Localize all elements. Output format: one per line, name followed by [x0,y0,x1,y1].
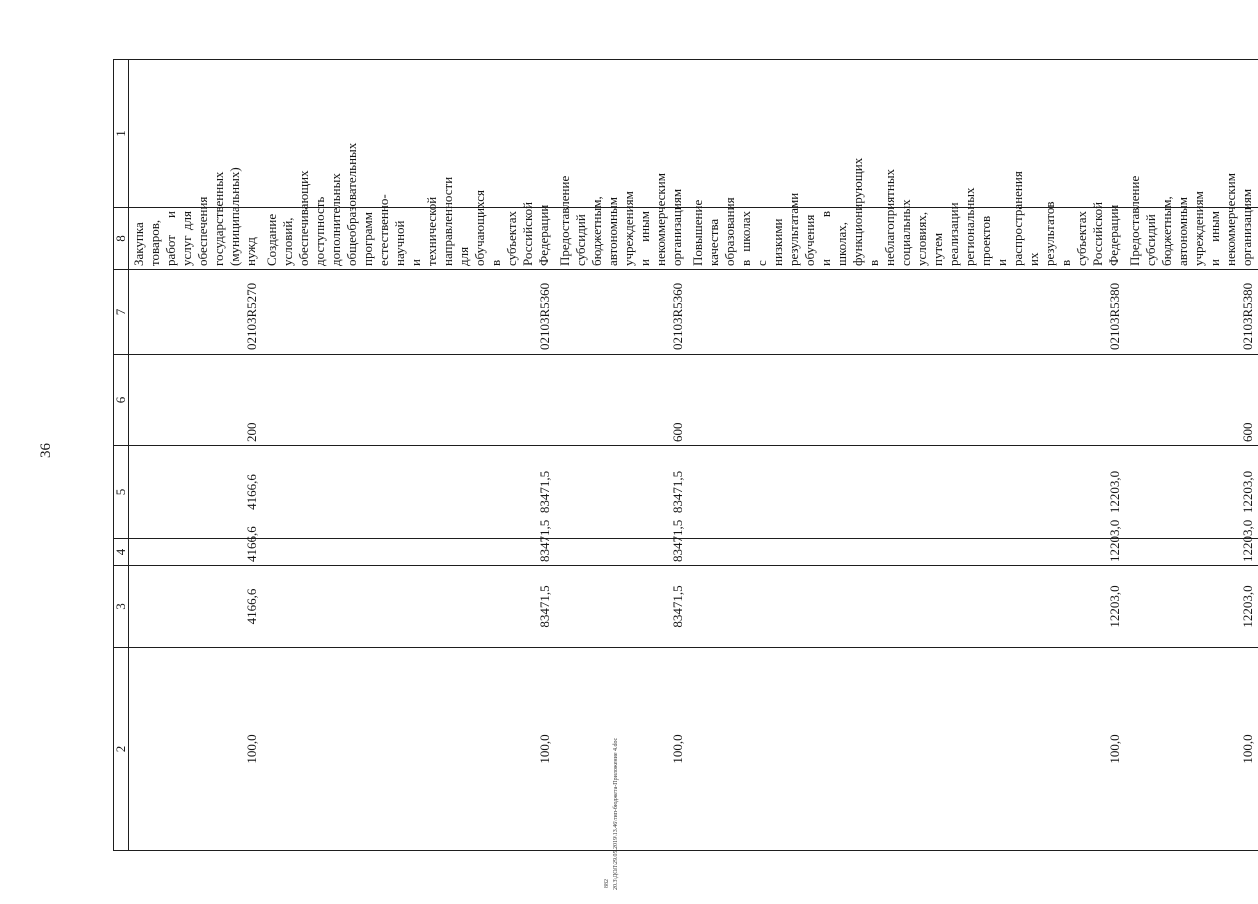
cell-c8: 100,0 [555,648,688,851]
cell-description: Предоставление субсидий бюджетным, автономным учреждениям и иным некоммерческим организациям [555,208,688,270]
cell-c5: 12203,0 [688,446,1125,539]
cell-code: 02103R5360 [262,270,555,355]
cell-code: 02103R5380 [688,270,1125,355]
header-col-6: 6 [114,355,129,446]
cell-c6: 83471,5 [555,539,688,566]
cell-c8: 100,0 [688,648,1125,851]
cell-col-1 [688,60,1125,208]
cropped-edge-mark: 882 [604,879,610,888]
table-row [129,60,263,851]
cell-type: 200 [129,355,263,446]
cell-type [688,355,1125,446]
cell-description: Закупка товаров, работ и услуг для обеспечения государственных (муниципальных) нужд [129,208,263,270]
header-col-8: 8 [114,208,129,270]
table-row [688,60,1125,851]
header-col-2: 2 [114,648,129,851]
cell-c7: 83471,5 [262,566,555,648]
cell-code: 02103R5380 [1125,270,1258,355]
cell-c6: 12203,0 [688,539,1125,566]
header-col-3: 3 [114,566,129,648]
header-col-7: 7 [114,270,129,355]
cell-type [262,355,555,446]
cell-col-1 [555,60,688,208]
table-row [262,60,555,851]
header-col-4: 4 [114,539,129,566]
document-path-footer: 20.3\ДОЛ\29.05.2019\13.46\тип-бюджета-Приложение 4.doc [613,737,619,890]
cell-description: Создание условий, обеспечивающих доступность дополнительных общеобразовательных программ естественно-научной и технической направленности для обучающихся в субъектах Российской Федерации [262,208,555,270]
table-row [1125,60,1258,851]
cell-col-1 [1125,60,1258,208]
cell-c7: 4166,6 [129,566,263,648]
cell-type: 600 [555,355,688,446]
table-header-row [114,60,129,851]
cell-c5: 12203,0 [1125,446,1258,539]
page-number: 36 [38,443,54,458]
cell-c7: 12203,0 [1125,566,1258,648]
cell-c6: 83471,5 [262,539,555,566]
cell-c5: 4166,6 [129,446,263,539]
cell-description: Повышение качества образования в школах с низкими результатами обучения и в школах, функционирующих в неблагоприятных социальных условиях, путем реализации региональных проектов и распространения их результатов в субъектах Российской Федерации [688,208,1125,270]
cell-c8: 100,0 [262,648,555,851]
cell-c5: 83471,5 [555,446,688,539]
table-row [555,60,688,851]
cell-c7: 12203,0 [688,566,1125,648]
cell-c6: 4166,6 [129,539,263,566]
cell-type: 600 [1125,355,1258,446]
cell-description: Предоставление субсидий бюджетным, автономным учреждениям и иным некоммерческим организациям [1125,208,1258,270]
cell-c6: 12203,0 [1125,539,1258,566]
cell-c8: 100,0 [1125,648,1258,851]
cell-c7: 83471,5 [555,566,688,648]
budget-table [113,59,1258,851]
cell-c5: 83471,5 [262,446,555,539]
header-col-1: 1 [114,60,129,208]
cell-c8: 100,0 [129,648,263,851]
header-col-5: 5 [114,446,129,539]
cell-code: 02103R5360 [555,270,688,355]
cell-code: 02103R5270 [129,270,263,355]
